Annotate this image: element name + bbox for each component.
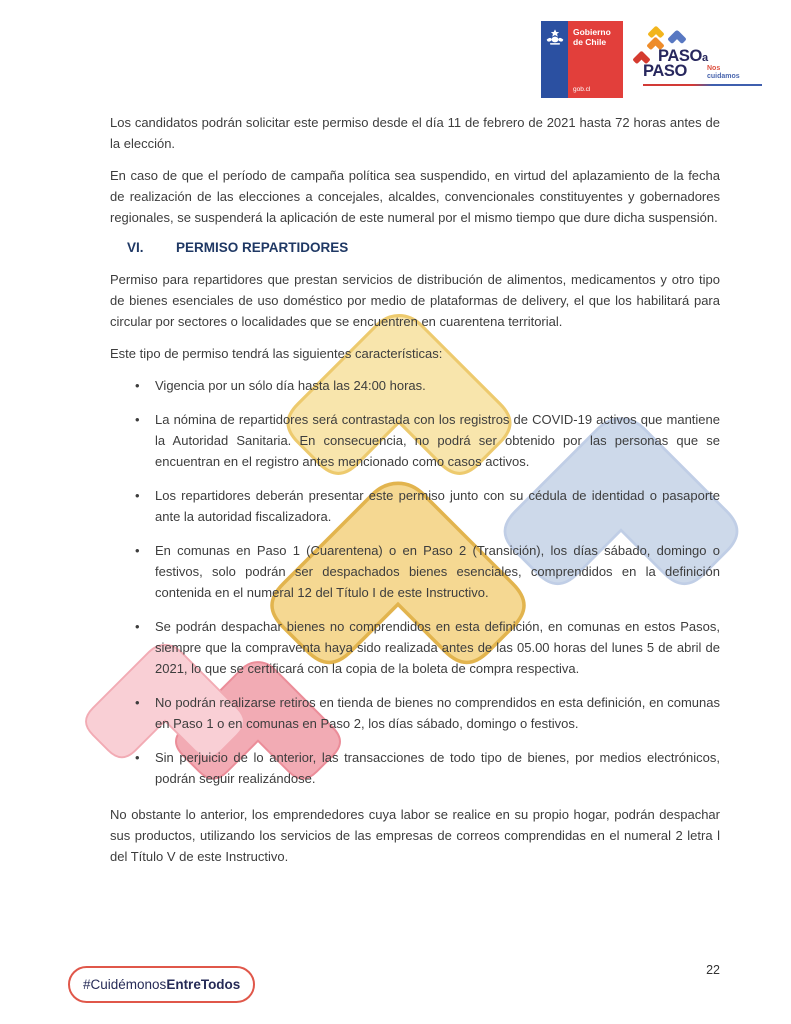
paso-chevron-yellow-icon bbox=[648, 26, 664, 37]
paso-word-top: PASO bbox=[658, 47, 702, 65]
permit-characteristics-list bbox=[110, 375, 720, 789]
chile-flag-blue-band bbox=[541, 21, 568, 98]
intro-paragraph-2: En caso de que el período de campaña política sea suspendido, en virtud del aplazamiento de la fecha de realización de las elecciones a concejales, alcaldes, convencionales constituyentes y gobernadores regionales, se suspenderá la aplicación de este numeral por el mismo tiempo que dure dicha suspensión. bbox=[110, 168, 720, 225]
hashtag-bold: EntreTodos bbox=[166, 977, 241, 992]
document-body bbox=[110, 112, 720, 878]
list-item: • No podrán realizarse retiros en tienda de bienes no comprendidos en esta definición, en comunas en Paso 1 o en comunas en Paso 2, los días sábado, domingo o festivos. bbox=[110, 692, 720, 734]
list-item: • La nómina de repartidores será contrastada con los registros de COVID-19 activos que mantiene la Autoridad Sanitaria. En consecuencia, no podrá ser obtenido por las personas que se encuentran en el registro antes mencionado como casos activos. bbox=[110, 409, 720, 472]
section-paragraph-2: Este tipo de permiso tendrá las siguientes características: bbox=[110, 346, 443, 361]
gov-logo-wordmark bbox=[568, 21, 623, 47]
hashtag-badge bbox=[68, 966, 255, 1003]
paso-wordmark-bottom: PASO bbox=[643, 62, 687, 80]
hashtag-regular: #Cuidémonos bbox=[83, 977, 167, 992]
paso-chevron-blue-icon bbox=[668, 30, 686, 43]
gobierno-de-chile-logo bbox=[541, 21, 623, 98]
page-number: 22 bbox=[706, 963, 720, 977]
section-numeral: VI. bbox=[127, 240, 144, 255]
gov-site-label: gob.cl bbox=[573, 86, 591, 93]
paso-tagline-cuidamos: cuidamos bbox=[707, 72, 740, 80]
paso-word-a: a bbox=[701, 52, 708, 64]
paso-a-paso-logo bbox=[630, 20, 782, 94]
paso-tagline bbox=[707, 65, 740, 80]
list-item: • Vigencia por un sólo día hasta las 24:00 horas. bbox=[110, 375, 720, 396]
closing-paragraph: No obstante lo anterior, los emprendedores cuya labor se realice en su propio hogar, podrán despachar sus productos, utilizando los servicios de las empresas de correos comprendidas en el numeral 2 letra l del Título V de este Instructivo. bbox=[110, 807, 720, 864]
gov-logo-line1: Gobierno bbox=[573, 27, 611, 37]
section-paragraph-1: Permiso para repartidores que prestan servicios de distribución de alimentos, medicamentos y otro tipo de bienes esenciales de uso doméstico por medio de plataformas de delivery, el que los habilitará para circular por sectores o localidades que se encuentren en cuarentena territorial. bbox=[110, 272, 720, 329]
list-item: • Sin perjuicio de lo anterior, las transacciones de todo tipo de bienes, por medios electrónicos, podrán seguir realizándose. bbox=[110, 747, 720, 789]
list-item: • En comunas en Paso 1 (Cuarentena) o en Paso 2 (Transición), los días sábado, domingo o festivos, solo podrán ser despachados bienes esenciales, comprendidos en la definición contenida en el numeral 12 del Título I de este Instructivo. bbox=[110, 540, 720, 603]
section-title: PERMISO REPARTIDORES bbox=[176, 240, 349, 255]
paso-logo-underline bbox=[643, 84, 762, 86]
chile-coat-of-arms-icon bbox=[545, 29, 565, 48]
chile-flag-red-band bbox=[568, 21, 623, 98]
intro-paragraph-1: Los candidatos podrán solicitar este permiso desde el día 11 de febrero de 2021 hasta 72 horas antes de la elección. bbox=[110, 115, 720, 151]
list-item: • Se podrán despachar bienes no comprendidos en esta definición, en comunas en estos Pasos, siempre que la compraventa haya sido realizada antes de las 05.00 horas del lunes 5 de abril de 2021, lo que se certificará con la copia de la boleta de compra respectiva. bbox=[110, 616, 720, 679]
list-item: • Los repartidores deberán presentar este permiso junto con su cédula de identidad o pasaporte ante la autoridad fiscalizadora. bbox=[110, 485, 720, 527]
gov-logo-line2: de Chile bbox=[573, 36, 607, 47]
section-heading bbox=[110, 239, 720, 257]
paso-tagline-nos: Nos bbox=[707, 65, 721, 72]
